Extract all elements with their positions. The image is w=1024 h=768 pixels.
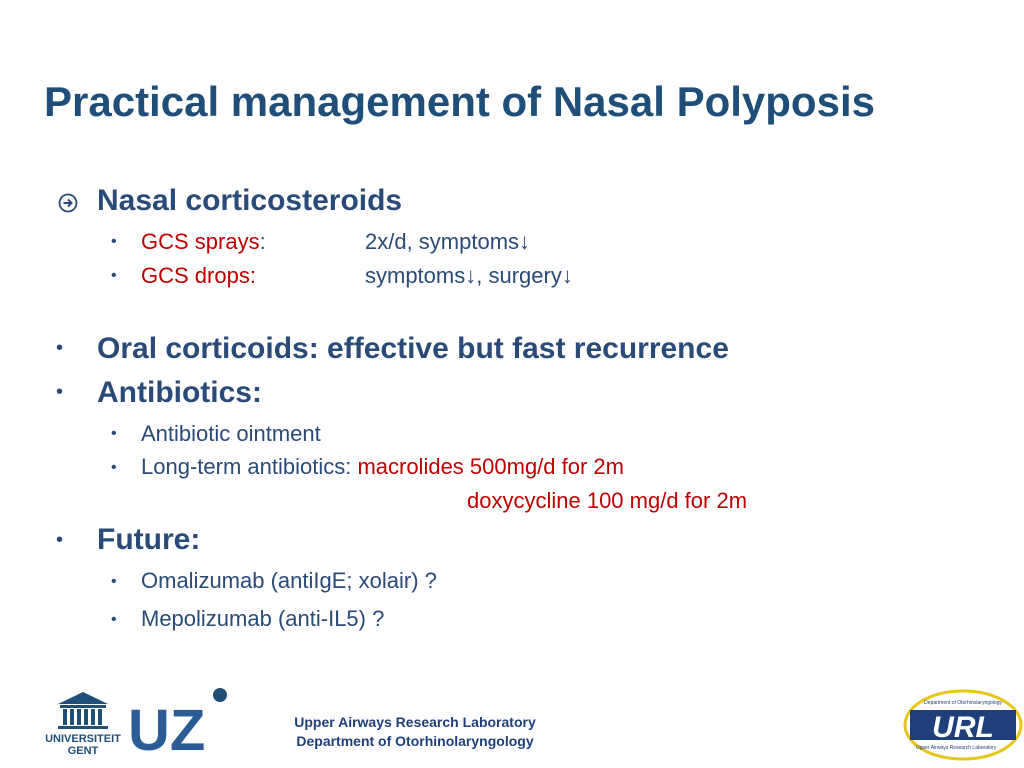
- bullet-icon: •: [111, 611, 117, 628]
- list-item: Mepolizumab (anti-IL5) ?: [141, 606, 385, 631]
- uz-logo: [128, 684, 238, 756]
- list-item: [141, 454, 624, 480]
- url-logo: [902, 686, 1024, 764]
- ugent-logo-text: GENT: [67, 745, 99, 757]
- list-item: Omalizumab (antiIgE; xolair) ?: [141, 568, 437, 593]
- bullet-icon: •: [111, 425, 117, 442]
- section-heading-nasal-corticosteroids: Nasal corticosteroids: [97, 184, 403, 217]
- uz-logo-text: UZ: [128, 698, 206, 756]
- slide-title: Practical management of Nasal Polyposis: [44, 78, 875, 125]
- bullet-icon: •: [111, 459, 117, 476]
- section-heading-oral-corticoids: Oral corticoids: effective but fast recurrence: [97, 332, 729, 365]
- bullet-icon: •: [56, 337, 64, 359]
- item-label: GCS sprays: [141, 229, 260, 254]
- item-label: Long-term antibiotics:: [141, 454, 358, 479]
- item-value: macrolides 500mg/d for 2m: [357, 454, 624, 479]
- bullet-icon: •: [56, 529, 64, 551]
- bullet-icon: •: [111, 267, 117, 284]
- list-item: Antibiotic ointment: [141, 421, 321, 446]
- footer-line-lab: Upper Airways Research Laboratory: [294, 714, 536, 730]
- item-colon: :: [259, 229, 266, 254]
- url-logo-top-text: Department of Otorhinolaryngology: [924, 700, 1002, 706]
- ugent-logo-text: UNIVERSITEIT: [45, 733, 121, 745]
- item-value: 2x/d, symptoms↓: [365, 229, 531, 254]
- footer-caption: [250, 713, 580, 751]
- url-logo-text: URL: [932, 711, 994, 744]
- arrow-circle-icon: [58, 193, 78, 213]
- item-value: symptoms↓, surgery↓: [365, 263, 573, 288]
- list-item: [141, 229, 266, 255]
- section-heading-antibiotics: Antibiotics:: [97, 376, 262, 409]
- section-heading-future: Future:: [97, 523, 201, 556]
- bullet-icon: •: [111, 233, 117, 250]
- item-label: GCS drops:: [141, 263, 256, 288]
- item-value-continued: doxycycline 100 mg/d for 2m: [467, 488, 748, 513]
- footer-line-department: Department of Otorhinolaryngology: [296, 733, 534, 749]
- url-logo-bottom-text: Upper Airways Research Laboratory: [916, 745, 997, 751]
- bullet-icon: •: [56, 381, 64, 403]
- ugent-logo: [38, 690, 128, 758]
- bullet-icon: •: [111, 573, 117, 590]
